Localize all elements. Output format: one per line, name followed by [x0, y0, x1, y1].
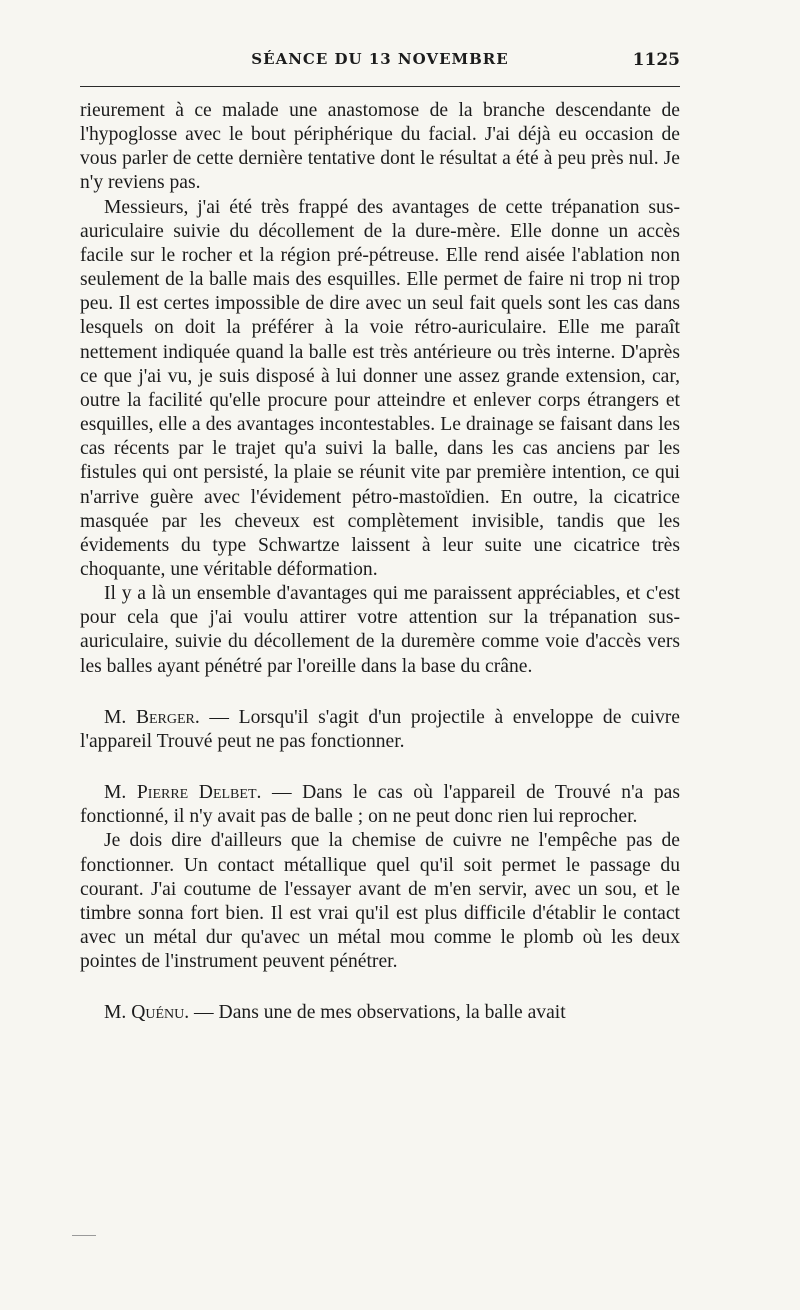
remark-text: — Dans le cas où l'appareil de Trouvé n'a pas fonctionné, il n'y avait pas de balle ; on ne peut donc rien lui reprocher.: [80, 782, 680, 828]
running-title: SÉANCE DU 13 NOVEMBRE: [251, 50, 509, 68]
running-head: [80, 50, 680, 74]
remark-quenu: [80, 1001, 680, 1025]
remark-berger: [80, 706, 680, 754]
remark-delbet: [80, 781, 680, 829]
margin-mark: [72, 1235, 96, 1236]
body-text: [80, 99, 680, 1025]
speaker-name: M. Quénu.: [104, 1002, 190, 1024]
header-rule: [80, 86, 680, 87]
paragraph-advantages: Messieurs, j'ai été très frappé des avantages de cette trépanation sus-auriculaire suivie du décollement de la dure-mère. Elle donne un accès facile sur le rocher et la région pré-pétreuse. Elle rend aisée l'ablation non seulement de la balle mais des esquilles. Elle permet de faire ni trop ni trop peu. Il est certes impossible de dire avec un seul fait quels sont les cas dans lesquels on doit la préférer à la voie rétro-auriculaire. Elle me paraît nettement indiquée quand la balle est très antérieure ou très interne. D'après ce que j'ai vu, je suis disposé à lui donner une assez grande extension, car, outre la facilité qu'elle procure pour atteindre et enlever corps étrangers et esquilles, elle a des avantages incontestables. Le drainage se faisant dans les cas récents par le trajet qu'a suivi la balle, dans les cas anciens par les fistules qui ont persisté, la plaie se réunit vite par première intention, ce qui n'arrive guère avec l'évidement pétro-mastoïdien. En outre, la cicatrice masquée par les cheveux est complètement invisible, tandis que les évidements du type Schwartze laissent à leur suite une cicatrice très choquante, une véritable déformation.: [80, 196, 680, 580]
remark-delbet-continued: Je dois dire d'ailleurs que la chemise de cuivre ne l'empêche pas de fonctionner. Un contact métallique quel qu'il soit permet le passage du courant. J'ai coutume de l'essayer avant de m'en servir, avec un sou, et le timbre sonna fort bien. Il est vrai qu'il est plus difficile d'établir le contact avec un métal dur qu'avec un métal mou comme le plomb où les deux pointes de l'instrument peuvent pénétrer.: [80, 830, 680, 973]
page-number: 1125: [632, 50, 680, 70]
speaker-name: M. Berger.: [104, 706, 200, 728]
remark-text: — Dans une de mes observations, la balle avait: [189, 1002, 566, 1024]
speaker-name: M. Pierre Delbet.: [104, 782, 262, 804]
paragraph-conclusion: Il y a là un ensemble d'avantages qui me paraissent appréciables, et c'est pour cela que j'ai voulu attirer votre attention sur la trépanation sus-auriculaire, suivie du décollement de la duremère comme voie d'accès vers les balles ayant pénétré par l'oreille dans la base du crâne.: [80, 583, 680, 677]
remark-text: — Lorsqu'il s'agit d'un projectile à enveloppe de cuivre l'appareil Trouvé peut ne pas fonctionner.: [80, 706, 680, 752]
paragraph-continuation: rieurement à ce malade une anastomose de la branche descendante de l'hypoglosse avec le bout périphérique du facial. J'ai déjà eu occasion de vous parler de cette dernière tentative dont le résultat a été à peu près nul. Je n'y reviens pas.: [80, 100, 680, 194]
